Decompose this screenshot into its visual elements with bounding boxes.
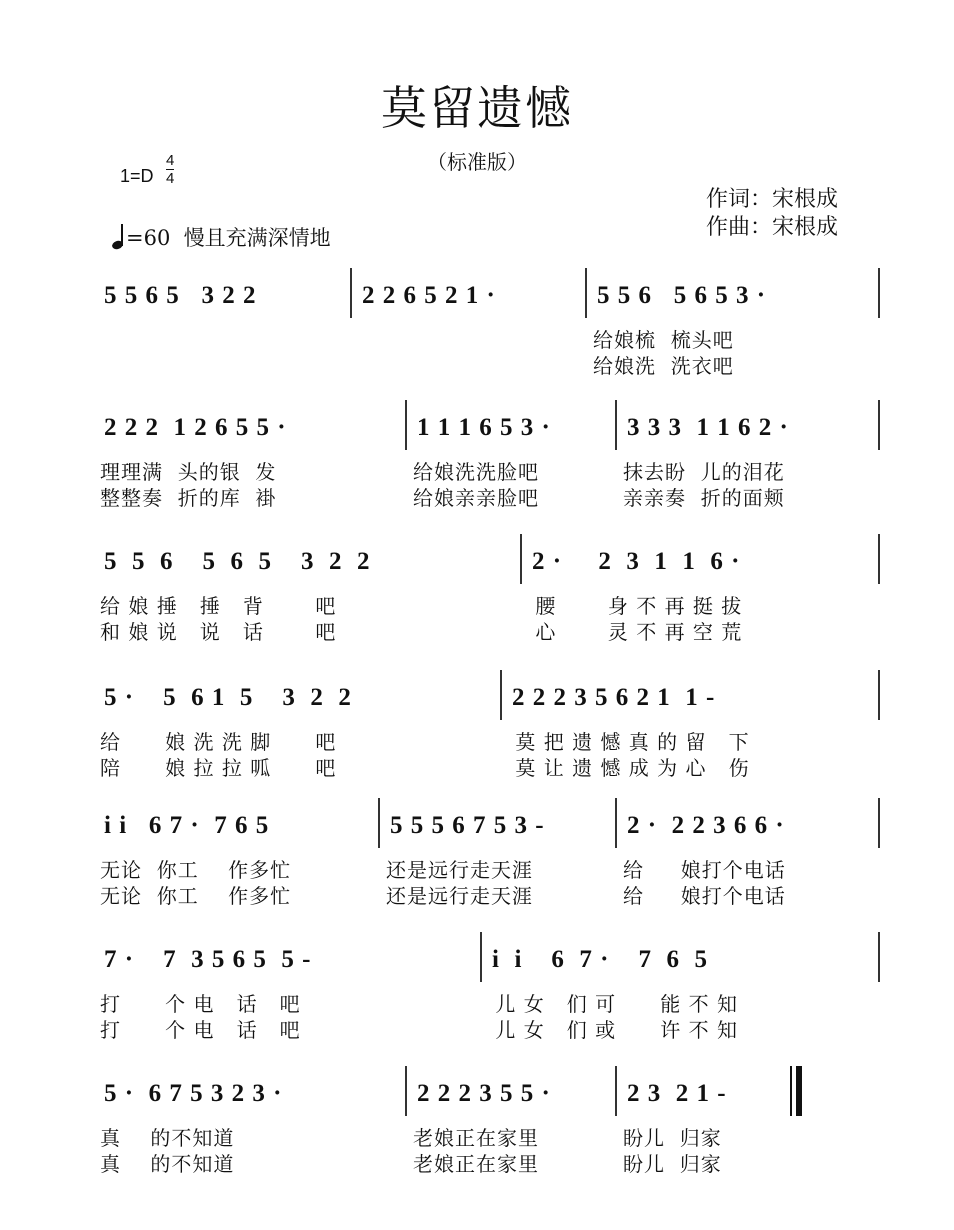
measure-notes: 2 3 2 1 - [627,1080,727,1107]
tempo-expression: 慢且充满深情地 [183,226,331,250]
measure-notes: 5 5 6 5 3 2 2 [104,282,257,309]
measure-notes: 5 5 6 5 6 5 3 · [597,282,767,309]
measure-notes: 3 3 3 1 1 6 2 · [627,414,789,441]
credits [706,186,838,242]
lyric-verse-1: 盼儿 归家 [623,1126,722,1150]
measure [508,684,876,804]
lyric-verse-1: 理理满 头的银 发 [100,460,277,484]
measure [100,684,490,804]
measure [358,282,583,402]
measure-notes: 1 1 1 6 5 3 · [417,414,551,441]
lyric-verse-1: 老娘正在家里 [413,1126,539,1150]
measure [623,414,876,534]
measure-notes: i i 6 7 · 7 6 5 [104,812,270,839]
barline [585,268,587,318]
measure-notes: 5 · 6 7 5 3 2 3 · [104,1080,283,1107]
song-title: 莫留遗憾 [381,81,573,135]
barline [878,400,880,450]
measure-notes: 2 2 2 3 5 6 2 1 1 - [512,684,716,711]
lyric-verse-1: 给娘洗洗脸吧 [413,460,539,484]
measure [413,1080,613,1200]
lyric-verse-1: 还是远行走天涯 [386,858,533,882]
score-line [100,946,880,1066]
barline [405,400,407,450]
composer: 作曲：宋根成 [706,215,839,240]
measure [100,548,510,668]
lyric-verse-1: 莫 把 遗 憾 真 的 留 下 [508,730,750,754]
measure [593,282,876,402]
score-line [100,812,880,932]
barline [500,670,502,720]
measure-notes: 5 5 6 5 6 5 3 2 2 [104,548,371,575]
lyric-verse-2: 无论 你工 作多忙 [100,884,292,908]
tempo-value: =60 [126,226,171,250]
barline [878,932,880,982]
barline [405,1066,407,1116]
lyric-verse-2: 亲亲奏 折的面颊 [623,486,785,510]
lyric-verse-1: 无论 你工 作多忙 [100,858,292,882]
barline [615,798,617,848]
quarter-note-icon [112,223,126,249]
lyric-verse-2: 儿 女 们 或 许 不 知 [488,1018,739,1042]
lyric-verse-2: 陪 娘 拉 拉 呱 吧 [100,756,337,780]
measure [100,1080,395,1200]
lyric-verse-1: 抹去盼 儿的泪花 [623,460,785,484]
lyric-verse-2: 给娘亲亲脸吧 [413,486,539,510]
measure [100,946,470,1066]
meter-bottom: 4 [166,170,175,187]
barline [615,1066,617,1116]
measure [488,946,876,1066]
measure-notes: 2 · 2 2 3 6 6 · [627,812,785,839]
measure [386,812,613,932]
barline [480,932,482,982]
measure [528,548,876,668]
version-subtitle: （标准版） [427,150,527,174]
measure-notes: 5 5 5 6 7 5 3 - [390,812,545,839]
lyric-verse-1: 给 娘 洗 洗 脚 吧 [100,730,337,754]
measure-notes: 2 · 2 3 1 1 6 · [532,548,741,575]
lyric-verse-2: 给娘洗 洗衣吧 [593,354,734,378]
barline [520,534,522,584]
measure [100,414,395,534]
lyric-verse-2: 打 个 电 话 吧 [100,1018,301,1042]
barline [350,268,352,318]
lyric-verse-2: 给 娘打个电话 [623,884,786,908]
barline [878,534,880,584]
score-line [100,548,880,668]
measure [623,1080,788,1200]
lyric-verse-1: 真 的不知道 [100,1126,235,1150]
measure [100,812,368,932]
meter-top: 4 [166,152,175,169]
measure-notes: 7 · 7 3 5 6 5 5 - [104,946,312,973]
barline [878,268,880,318]
lyric-verse-1: 给 娘 捶 捶 背 吧 [100,594,337,618]
lyricist: 作词：宋根成 [706,187,839,212]
lyric-verse-2: 老娘正在家里 [413,1152,539,1176]
barline [378,798,380,848]
measure-notes: 2 2 2 1 2 6 5 5 · [104,414,287,441]
score-line [100,414,880,534]
lyric-verse-1: 给 娘打个电话 [623,858,786,882]
measure-notes: i i 6 7 · 7 6 5 [492,946,708,973]
lyric-verse-2: 还是远行走天涯 [386,884,533,908]
lyric-verse-1: 打 个 电 话 吧 [100,992,301,1016]
measure-notes: 2 2 2 3 5 5 · [417,1080,551,1107]
measure [413,414,613,534]
barline [878,670,880,720]
barline [878,798,880,848]
score-line [100,684,880,804]
lyric-verse-2: 和 娘 说 说 话 吧 [100,620,337,644]
lyric-verse-1: 儿 女 们 可 能 不 知 [488,992,739,1016]
lyric-verse-2: 莫 让 遗 憾 成 为 心 伤 [508,756,750,780]
lyric-verse-2: 盼儿 归家 [623,1152,722,1176]
lyric-verse-2: 真 的不知道 [100,1152,235,1176]
measure [623,812,876,932]
score-line [100,282,880,402]
tempo-marking [112,222,331,252]
time-signature [166,152,174,187]
measure [100,282,340,402]
score-line [100,1080,880,1200]
lyric-verse-1: 腰 身 不 再 挺 拔 [528,594,743,618]
lyric-verse-2: 心 灵 不 再 空 荒 [528,620,743,644]
measure-notes: 2 2 6 5 2 1 · [362,282,496,309]
measure-notes: 5 · 5 6 1 5 3 2 2 [104,684,352,711]
barline [615,400,617,450]
lyric-verse-1: 给娘梳 梳头吧 [593,328,734,352]
key-signature: 1=D [120,166,154,186]
lyric-verse-2: 整整奏 折的库 褂 [100,486,277,510]
